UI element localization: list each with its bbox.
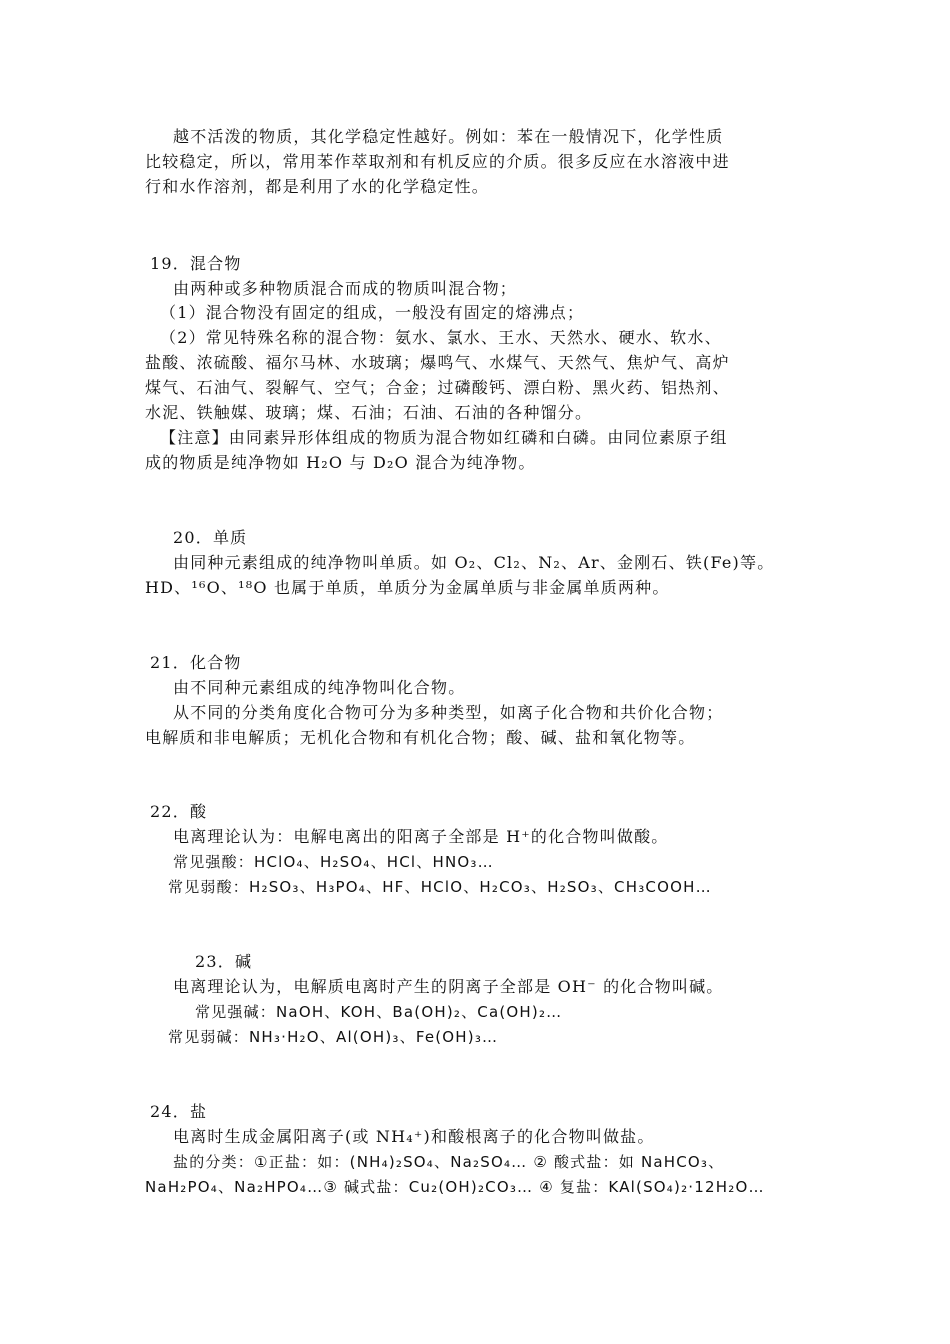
note-line: 成的物质是纯净物如 H₂O 与 D₂O 混合为纯净物。 — [145, 453, 536, 472]
paragraph-line: HD、¹⁶O、¹⁸O 也属于单质，单质分为金属单质与非金属单质两种。 — [145, 578, 670, 597]
section-heading: 24．盐 — [150, 1102, 208, 1121]
paragraph-line: 煤气、石油气、裂解气、空气；合金；过磷酸钙、漂白粉、黑火药、铝热剂、 — [145, 378, 730, 397]
note-line: 【注意】由同素异形体组成的物质为混合物如红磷和白磷。由同位素原子组 — [160, 428, 728, 447]
salt-classification-line: 盐的分类：①正盐：如：(NH₄)₂SO₄、Na₂SO₄… ② 酸式盐：如 NaHCO₃、 — [173, 1153, 725, 1171]
paragraph-line: 电离理论认为：电解电离出的阳离子全部是 H⁺的化合物叫做酸。 — [173, 827, 669, 846]
paragraph-line: （1）混合物没有固定的组成，一般没有固定的熔沸点； — [160, 303, 585, 322]
paragraph-line: 电解质和非电解质；无机化合物和有机化合物；酸、碱、盐和氧化物等。 — [145, 728, 696, 747]
weak-acids-line: 常见弱酸：H₂SO₃、H₃PO₄、HF、HClO、H₂CO₃、H₂SO₃、CH₃COOH… — [168, 878, 712, 896]
paragraph-line: 电离时生成金属阳离子(或 NH₄⁺)和酸根离子的化合物叫做盐。 — [173, 1127, 655, 1146]
section-heading: 21．化合物 — [150, 653, 242, 672]
intro-line: 越不活泼的物质，其化学稳定性越好。例如：苯在一般情况下，化学性质 — [173, 127, 724, 146]
paragraph-line: 由同种元素组成的纯净物叫单质。如 O₂、Cl₂、N₂、Ar、金刚石、铁(Fe)等。 — [173, 553, 775, 572]
section-heading: 23．碱 — [195, 952, 253, 971]
paragraph-line: 从不同的分类角度化合物可分为多种类型，如离子化合物和共价化合物； — [173, 703, 724, 722]
intro-line: 比较稳定，所以，常用苯作萃取剂和有机反应的介质。很多反应在水溶液中进 — [145, 152, 730, 171]
intro-line: 行和水作溶剂，都是利用了水的化学稳定性。 — [145, 177, 490, 196]
paragraph-line: 由不同种元素组成的纯净物叫化合物。 — [173, 678, 466, 697]
paragraph-line: 盐酸、浓硫酸、福尔马林、水玻璃；爆鸣气、水煤气、天然气、焦炉气、高炉 — [145, 353, 730, 372]
strong-bases-line: 常见强碱：NaOH、KOH、Ba(OH)₂、Ca(OH)₂… — [195, 1003, 563, 1021]
weak-bases-line: 常见弱碱：NH₃·H₂O、Al(OH)₃、Fe(OH)₃… — [168, 1028, 499, 1046]
strong-acids-line: 常见强酸：HClO₄、H₂SO₄、HCl、HNO₃… — [173, 853, 494, 871]
paragraph-line: （2）常见特殊名称的混合物：氨水、氯水、王水、天然水、硬水、软水、 — [160, 328, 722, 347]
paragraph-line: 由两种或多种物质混合而成的物质叫混合物； — [173, 279, 518, 298]
salt-classification-line: NaH₂PO₄、Na₂HPO₄…③ 碱式盐：Cu₂(OH)₂CO₃… ④ 复盐：KAl(SO₄)₂·12H₂O… — [145, 1178, 765, 1196]
section-heading: 22．酸 — [150, 802, 208, 821]
section-heading: 20．单质 — [173, 528, 248, 547]
section-heading: 19．混合物 — [150, 254, 242, 273]
paragraph-line: 电离理论认为，电解质电离时产生的阴离子全部是 OH⁻ 的化合物叫碱。 — [173, 977, 724, 996]
paragraph-line: 水泥、铁触媒、玻璃；煤、石油；石油、石油的各种馏分。 — [145, 403, 593, 422]
